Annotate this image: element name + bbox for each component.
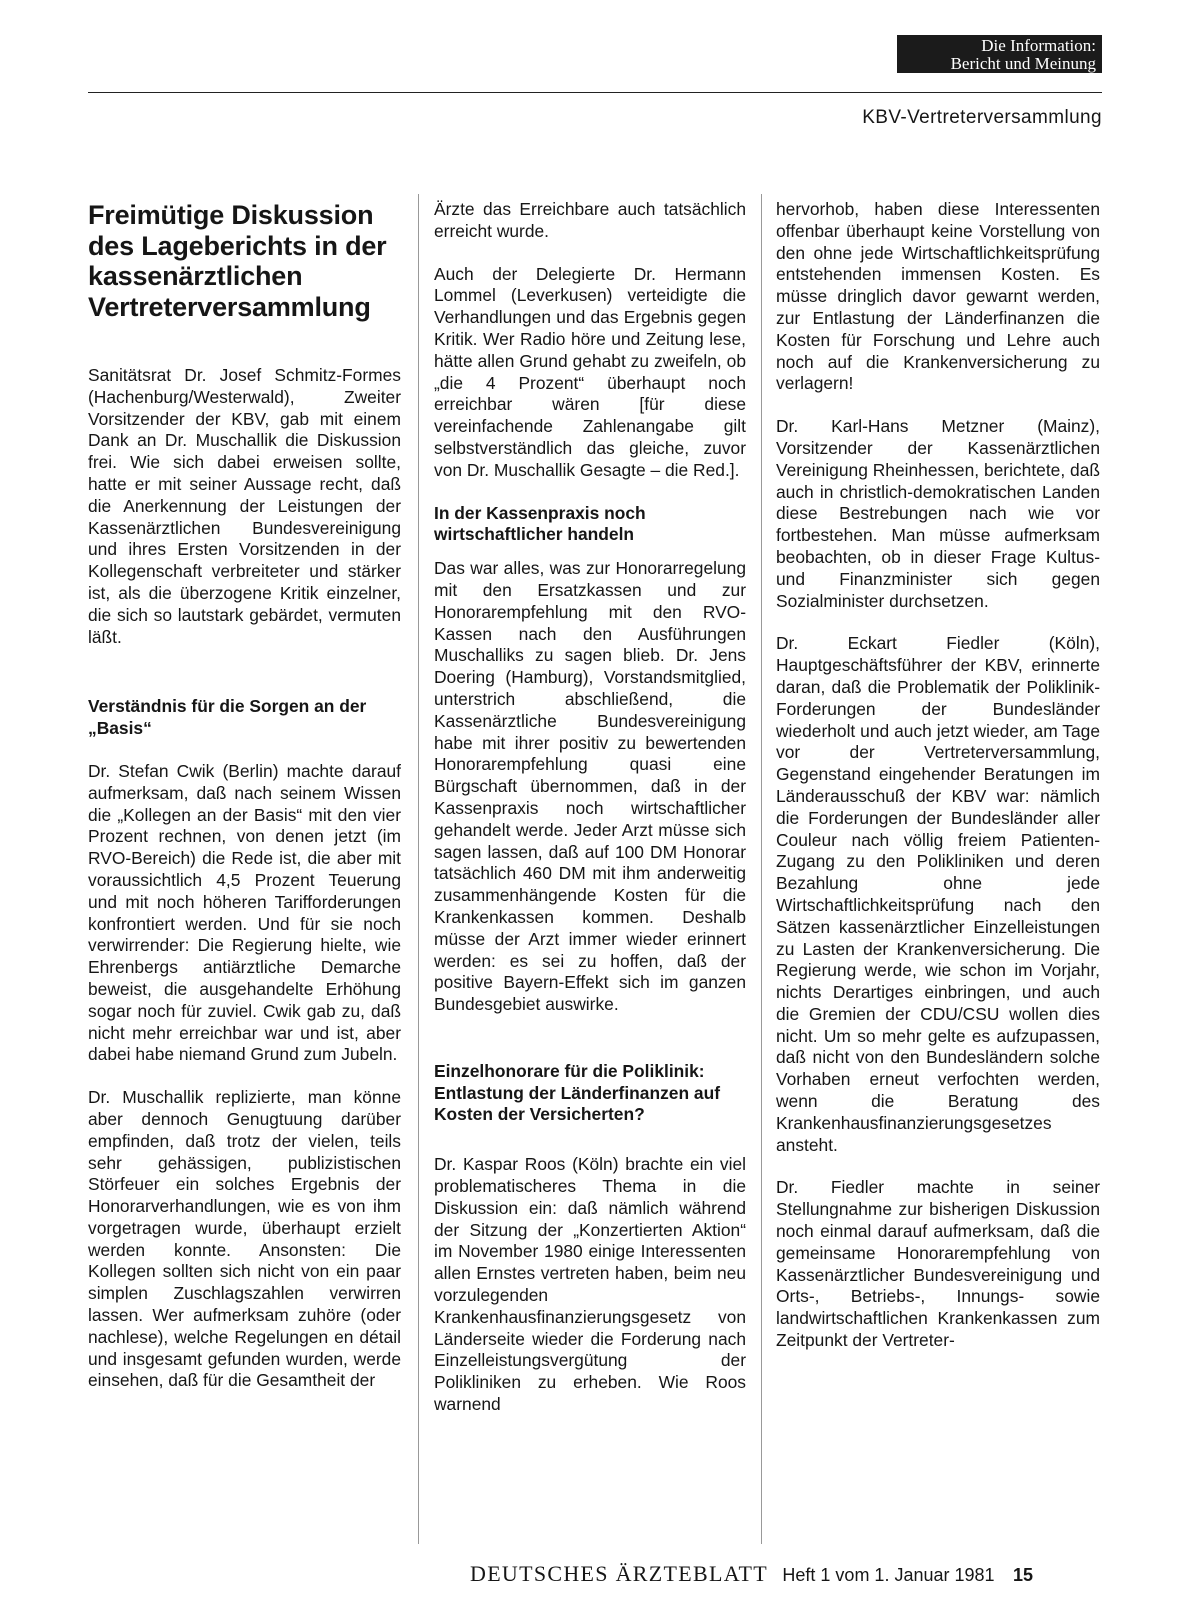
column-1 <box>88 200 401 1413</box>
page-number: 15 <box>1012 1565 1034 1585</box>
paragraph: Dr. Stefan Cwik (Berlin) machte darauf aufmerksam, daß nach seinem Wissen die „Kollegen an der Basis“ mit den vier Prozent rechnen, von denen jetzt (im RVO-Bereich) die Rede ist, die aber mit voraussichtlich 4,5 Prozent Teuerung und mit noch höheren Tarifforderungen konfrontiert werden. Und für sie noch verwirrender: Die Regierung hielte, wie Ehrenbergs antiärztliche Demarche beweist, die ausgehandelte Erhöhung sogar noch für zuviel. Cwik gab zu, daß nicht mehr erreichbar war und ist, aber dabei habe niemand Grund zum Jubeln. <box>88 760 401 1065</box>
column-3 <box>776 199 1100 1373</box>
article-title: Freimütige Diskussion des Lageberichts in der kassenärztlichen Vertreterversammlung <box>88 200 387 322</box>
paragraph: Dr. Fiedler machte in seiner Stellungnahme zur bisherigen Diskussion noch einmal darauf aufmerksam, daß die gemeinsame Honorarempfehlung von Kassenärztlicher Bundesvereinigung und Orts-, Betriebs-, Innungs- sowie landwirtschaftlichen Krankenkassen zum Zeitpunkt der Vertreter- <box>776 1177 1100 1351</box>
page-footer <box>470 1561 1033 1587</box>
column-divider-2 <box>761 194 762 1544</box>
paragraph: Sanitätsrat Dr. Josef Schmitz-Formes (Hachenburg/Westerwald), Zweiter Vorsitzender der KBV, gab mit einem Dank an Dr. Muschallik die Diskussion frei. Wie sich dabei erweisen sollte, hatte er mit seiner Aussage recht, daß die Anerkennung der Leistungen der Kassenärztlichen Bundesvereinigung und ihres Ersten Vorsitzenden in der Kollegenschaft verbreiteter und stärker ist, als die überzogene Kritik einzelner, die sich so lautstark gebärdet, vermuten läßt. <box>88 365 401 647</box>
issue-info: Heft 1 vom 1. Januar 1981 <box>782 1565 995 1585</box>
subheading: Einzelhonorare für die Poliklinik: Entlastung der Länderfinanzen auf Kosten der Versicherten? <box>434 1060 721 1125</box>
paragraph: Dr. Eckart Fiedler (Köln), Hauptgeschäftsführer der KBV, erinnerte daran, daß die Problematik der Poliklinik-Forderungen der Bundesländer wiederholt und auch jetzt wieder, am Tage vor der Vertreterversammlung, Gegenstand eingehender Beratungen im Länderausschuß der KBV war: nämlich die Forderungen der Bundesländer aller Couleur nach völlig freiem Patienten-Zugang zu den Polikliniken und deren Bezahlung ohne jede Wirtschaftlichkeitsprüfung nach den Sätzen kassenärztlicher Einzelleistungen zu Lasten der Krankenversicherung. Die Regierung werde, wie schon im Vorjahr, nichts Derartiges einbringen, und auch die Gremien der CDU/CSU wollen dies nicht. Um so mehr gelte es aufzupassen, daß nicht von den Bundesländern solche Vorhaben erneut verfochten werden, wenn die Beratung des Krankenhausfinanzierungsgesetzes ansteht. <box>776 633 1100 1155</box>
rubric-label <box>897 35 1102 73</box>
rubric-line-1: Die Information: <box>981 36 1096 55</box>
section-title: KBV-Vertreterversammlung <box>862 107 1102 128</box>
subheading: In der Kassenpraxis noch wirtschaftlicher handeln <box>434 502 646 545</box>
rubric-line-2: Bericht und Meinung <box>950 54 1096 73</box>
paragraph: Dr. Karl-Hans Metzner (Mainz), Vorsitzender der Kassenärztlichen Vereinigung Rheinhessen, berichtete, daß auch in christlich-demokratischen Landen diese Bestrebungen nach wie vor fortbestehen. Man müsse aufmerksam beobachten, ob in dieser Frage Kultus- und Finanzminister sich gegen Sozialminister durchsetzen. <box>776 416 1100 611</box>
paragraph: Das war alles, was zur Honorarregelung mit den Ersatzkassen und zur Honorarempfehlung mit den RVO-Kassen nach den Ausführungen Muschalliks zu sagen blieb. Dr. Jens Doering (Hamburg), Vorstandsmitglied, unterstrich abschließend, die Kassenärztliche Bundesvereinigung habe mit ihrer positiv zu bewertenden Honorarempfehlung quasi eine Bürgschaft übernommen, daß in der Kassenpraxis noch wirtschaftlicher gehandelt werde. Jeder Arzt müsse sich sagen lassen, daß auf 100 DM Honorar tatsächlich 460 DM mit ihm anderweitig zusammenhängende Kosten für die Krankenkassen kommen. Deshalb müsse der Arzt immer wieder erinnert werden: es sei zu hoffen, daß der positive Bayern-Effekt sich im ganzen Bundesgebiet auswirke. <box>434 558 746 1015</box>
paragraph: Dr. Muschallik replizierte, man könne aber dennoch Genugtuung darüber empfinden, daß trotz der vielen, teils sehr gehässigen, publizistischen Störfeuer ein solches Ergebnis der Honorarverhandlungen, wie es von ihm vorgetragen wurde, überhaupt erzielt werden konnte. Ansonsten: Die Kollegen sollten sich nicht von ein paar simplen Zuschlagszahlen verwirren lassen. Wer aufmerksam zuhöre (oder nachlese), welche Regelungen en détail und insgesamt gefunden wurden, werde einsehen, daß für die Gesamtheit der <box>88 1087 401 1391</box>
subheading: Verständnis für die Sorgen an der „Basis“ <box>88 696 367 739</box>
column-2 <box>434 199 746 1437</box>
header-rule <box>88 92 1102 93</box>
paragraph: Ärzte das Erreichbare auch tatsächlich erreicht wurde. <box>434 199 746 241</box>
paragraph: Dr. Kaspar Roos (Köln) brachte ein viel problematischeres Thema in die Diskussion ein: daß nämlich während der Sitzung der „Konzertierten Aktion“ im November 1980 einige Interessenten allen Ernstes vertreten haben, beim neu vorzulegenden Krankenhausfinanzierungsgesetz von Länderseite wieder die Forderung nach Einzelleistungsvergütung der Polikliniken zu erheben. Wie Roos warnend <box>434 1154 746 1415</box>
journal-name: DEUTSCHES ÄRZTEBLATT <box>470 1561 768 1586</box>
paragraph: Auch der Delegierte Dr. Hermann Lommel (Leverkusen) verteidigte die Verhandlungen und das Ergebnis gegen Kritik. Wer Radio höre und Zeitung lese, hätte allen Grund gehabt zu zweifeln, ob „die 4 Prozent“ überhaupt noch erreichbar wären [für diese vereinfachende Zahlenangabe gilt selbstverständlich das gleiche, zuvor von Dr. Muschallik Gesagte – die Red.]. <box>434 263 746 480</box>
column-divider-1 <box>418 194 419 1544</box>
paragraph: hervorhob, haben diese Interessenten offenbar überhaupt keine Vorstellung von den ohne jede Wirtschaftlichkeitsprüfung entstehenden immensen Kosten. Es müsse dringlich davor gewarnt werden, zur Entlastung der Länderfinanzen die Kosten für Forschung und Lehre auch noch auf die Krankenversicherung zu verlagern! <box>776 199 1100 394</box>
